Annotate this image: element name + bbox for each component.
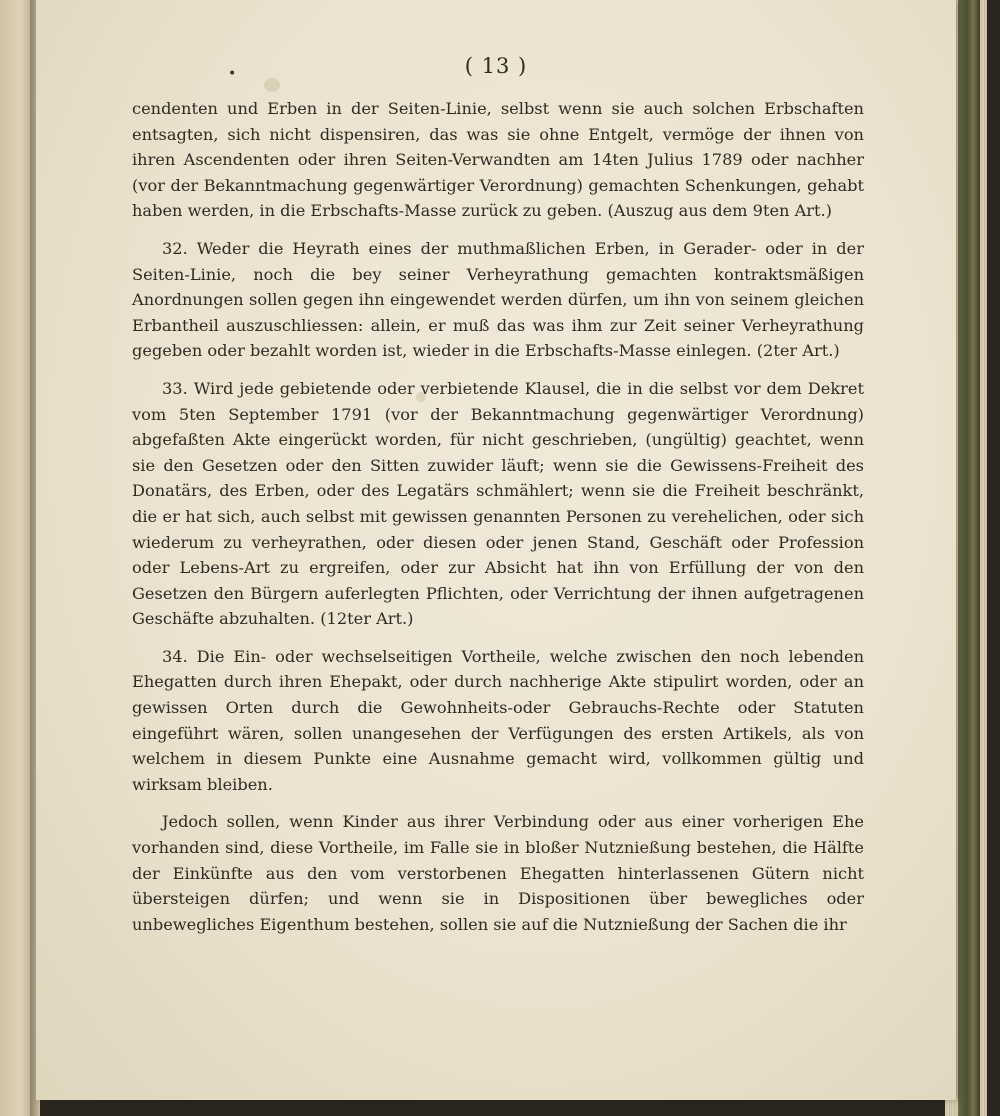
book-page [36, 0, 956, 1100]
paragraph-continuation: cendenten und Erben in der Seiten-Linie, selbst wenn sie auch solchen Erbschaften entsagten, sich nicht dispensiren, das was sie ohne Entgelt, vermöge der ihnen von ihren Ascendenten oder ihren Seiten-Verwandten am 14ten Julius 1789 oder nachher (vor der Bekanntmachung gegenwärtiger Verordnung) gemachten Schenkungen, gehabt haben werden, in die Erbschafts-Masse zurück zu geben. (Auszug aus dem 9ten Art.) [132, 99, 864, 221]
paragraph-jedoch: Jedoch sollen, wenn Kinder aus ihrer Verbindung oder aus einer vorherigen Ehe vorhanden sind, diese Vortheile, im Falle sie in bloßer Nutznießung bestehen, die Hälfte der Einkünfte aus den vom verstorbenen Ehegatten hinterlassenen Gütern nicht übersteigen dürfen; und wenn sie in Dispositionen über bewegliches oder unbewegliches Eigenthum bestehen, sollen sie auf die Nutznießung der Sachen die ihr [132, 812, 864, 934]
paragraph-article-34: 34. Die Ein- oder wechselseitigen Vortheile, welche zwischen den noch lebenden Ehegatten durch ihren Ehepakt, oder durch nachherige Akte stipulirt worden, oder an gewissen Orten durch die Gewohnheits-oder Gebrauchs-Rechte oder Statuten eingeführt wären, sollen unangesehen der Verfügungen des ersten Artikels, als von welchem in diesem Punkte eine Ausnahme gemacht wird, vollkommen gültig und wirksam bleiben. [132, 646, 864, 794]
paragraph-article-32: 32. Weder die Heyrath eines der muthmaßlichen Erben, in Gerader- oder in der Seiten-Linie, noch die bey seiner Verheyrathung gemachten kontraktsmäßigen Anordnungen sollen gegen ihn eingewendet werden dürfen, um ihn von seinem gleichen Erbantheil auszuschliessen: allein, er muß das was ihm zur Zeit seiner Verheyrathung gegeben oder bezahlt worden ist, wieder in die Erbschafts-Masse einlegen. (2ter Art.) [132, 238, 864, 361]
page-number: ( 13 ) [464, 54, 528, 78]
paper-stain [264, 78, 280, 92]
signature-mark: • [228, 66, 237, 82]
body-text [132, 96, 864, 949]
paragraph-article-33: 33. Wird jede gebietende oder verbietende Klausel, die in die selbst vor dem Dekret vom 5ten September 1791 (vor der Bekanntmachung gegenwärtiger Verordnung) abgefaßten Akte eingerückt worden, für nicht geschrieben, (ungültig) geachtet, wenn sie den Gesetzen oder den Sitten zuwider läuft; wenn sie die Gewissens-Freiheit des Donatärs, des Erben, oder des Legatärs schmählert; wenn sie die Freiheit beschränkt, die er hat sich, auch selbst mit gewissen genannten Personen zu verehelichen, oder sich wiederum zu verheyrathen, oder diesen oder jenen Stand, Geschäft oder Profession oder Lebens-Art zu ergreifen, oder zur Absicht hat ihn von Erfüllung der von den Gesetzen den Bürgern auferlegten Pflichten, oder Verrichtung der ihnen aufgetragenen Geschäfte abzuhalten. (12ter Art.) [132, 378, 864, 629]
left-page-edge [0, 0, 34, 1116]
book-cover-edge [958, 0, 980, 1116]
